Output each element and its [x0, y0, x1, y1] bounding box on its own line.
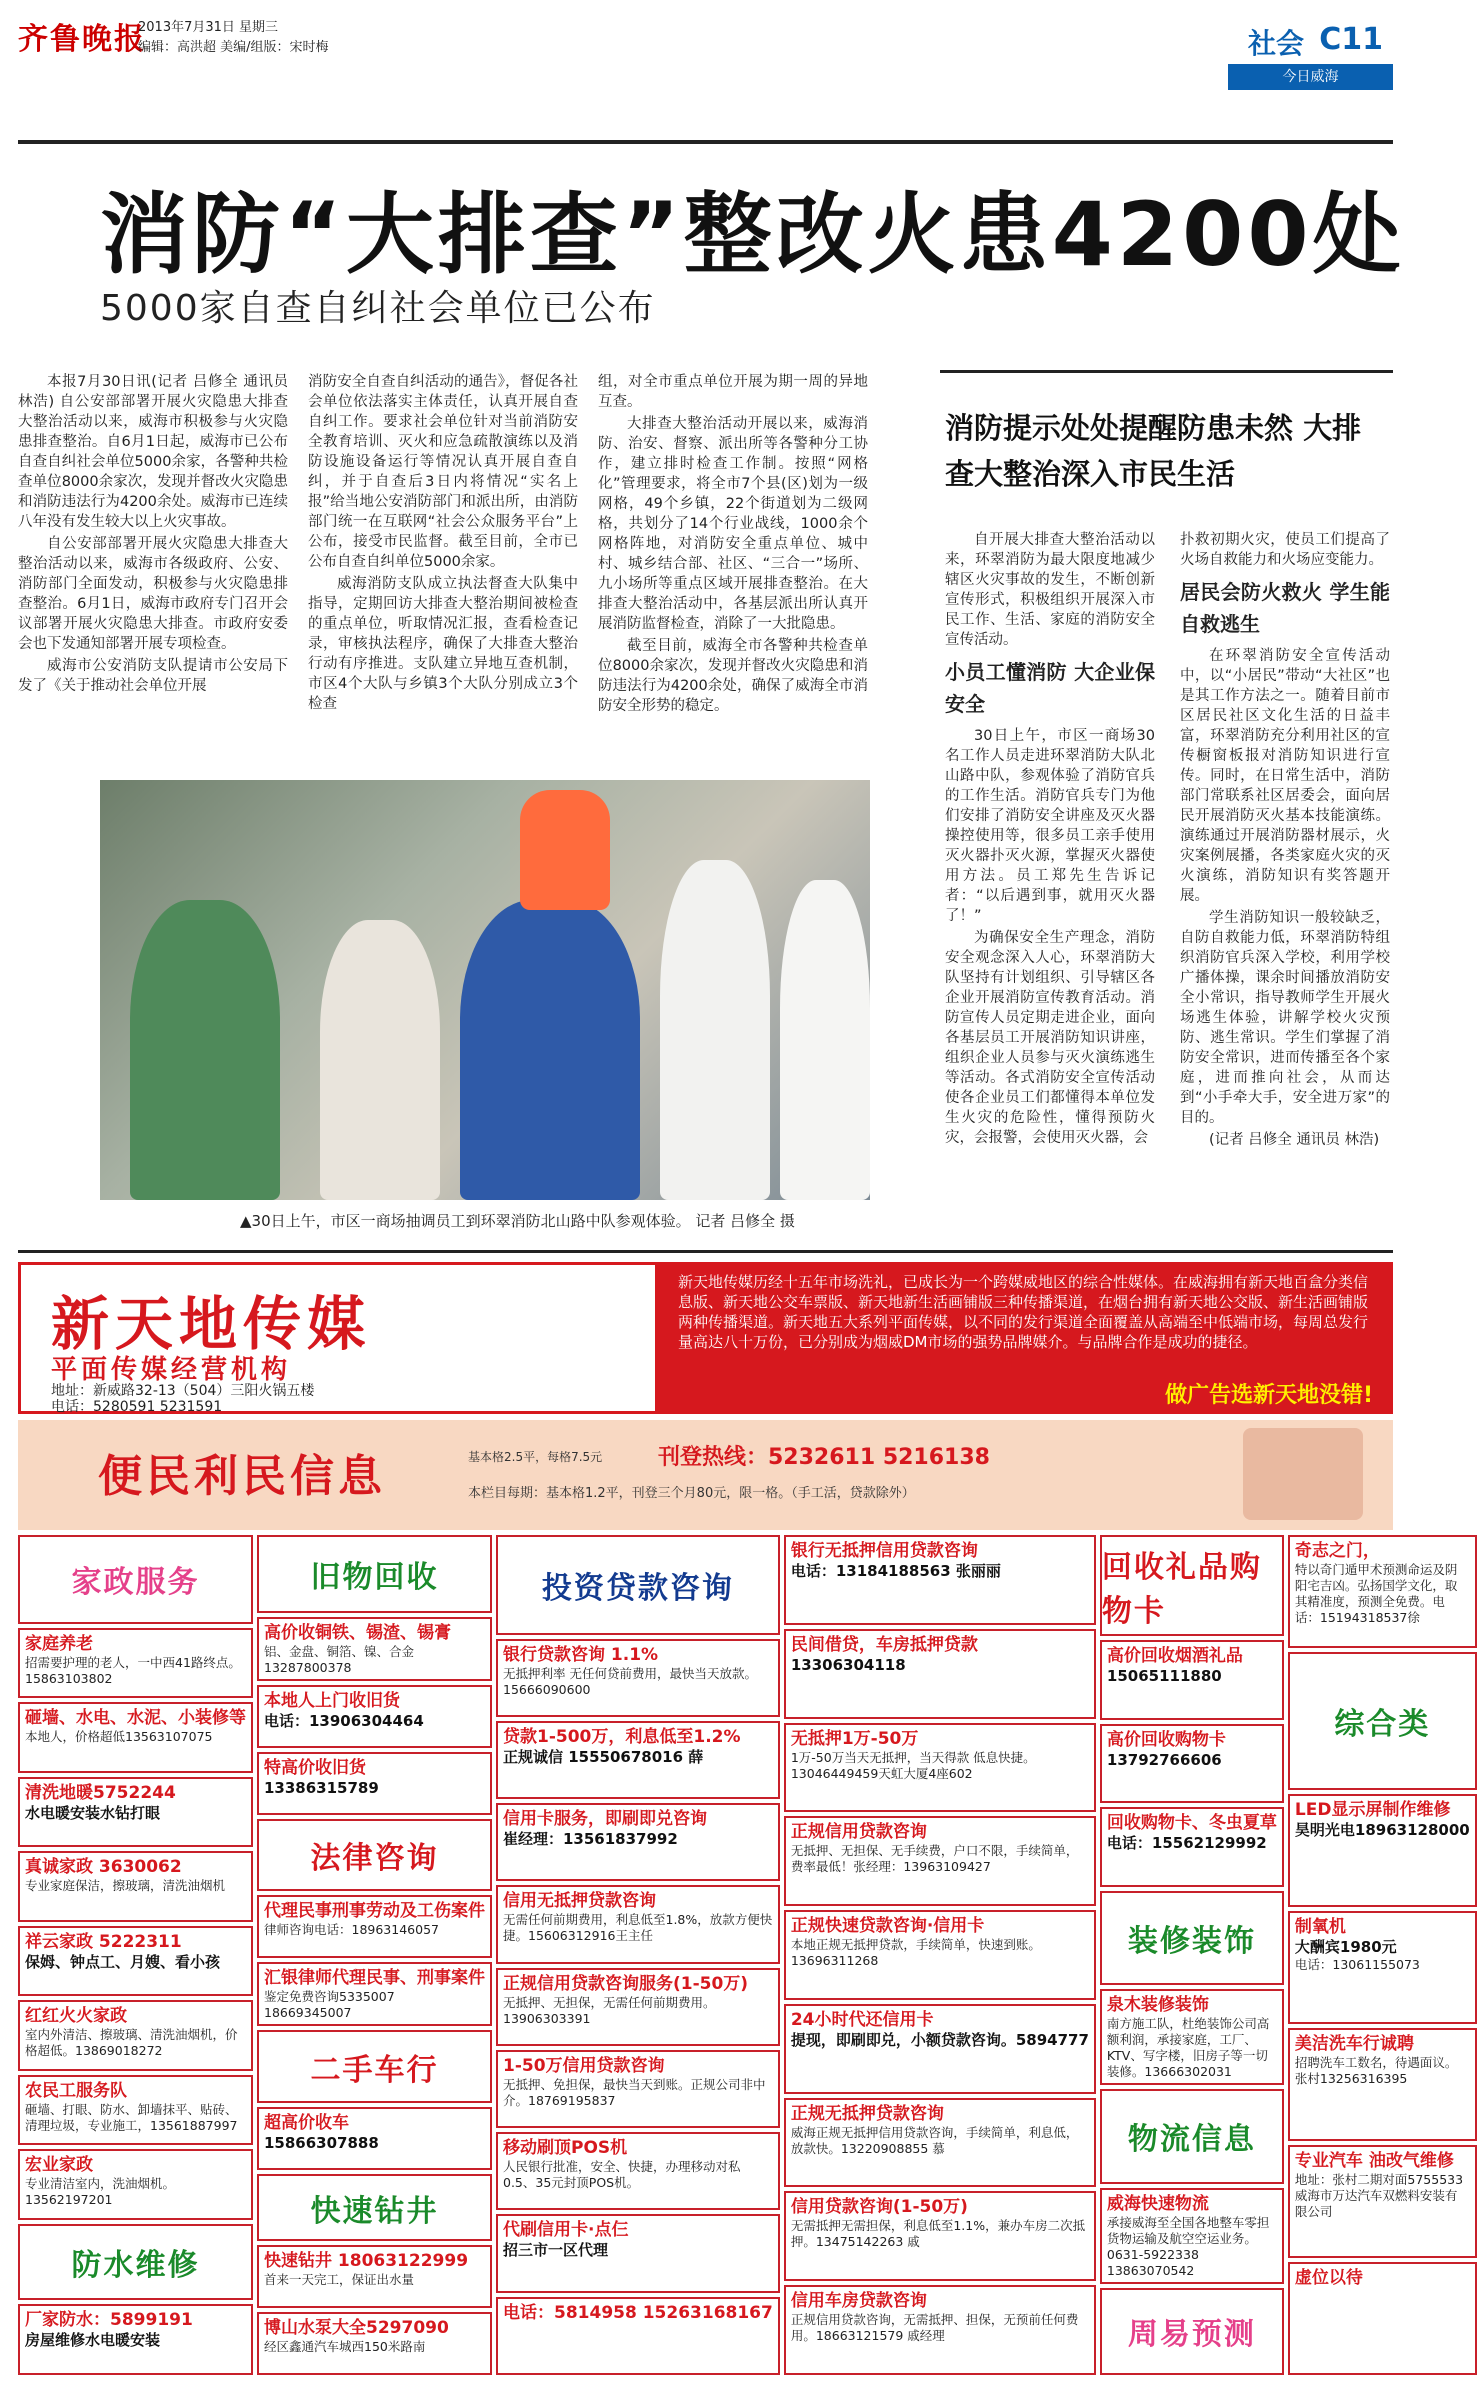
- ad-phone: 正规诚信 15550678016 薛: [503, 1747, 704, 1766]
- classified-ad: [257, 1617, 492, 1681]
- paragraph: 学生消防知识一般较缺乏，自防自救能力低，环翠消防特组织消防官兵深入学校，利用学校广播体操，课余时间播放消防安全小常识，指导教师学生开展火场逃生体验，讲解学校火灾预防、逃生常识。学生们掌握了消防安全常识，进而传播至各个家庭，进而推向社会，从而达到“小手牵大手，安全进万家”的目的。: [1180, 910, 1390, 1126]
- classified-ad: [784, 1816, 1096, 1906]
- ad-title: 贷款1-500万，利息低至1.2%: [503, 1726, 741, 1747]
- ad-body: 无抵押、无担保、无手续费，户口不限，手续简单，费率最低！张经理：13963109427: [790, 1843, 1079, 1875]
- ad-phone: 大酬宾1980元: [1294, 1937, 1397, 1956]
- classified-ad: [496, 1639, 780, 1717]
- ad-title: 高价收铜铁、锡渣、锡膏: [264, 1623, 451, 1643]
- ad-title: LED显示屏制作维修: [1294, 1799, 1451, 1820]
- editor-line: 编辑：高洪超 美编/组版：宋时梅: [138, 40, 329, 55]
- ad-body: 特以奇门遁甲术预测命运及阴阳宅吉凶。弘扬国学文化，取其精准度，预测全免费。电话：15194318537徐: [1294, 1562, 1458, 1625]
- paragraph: 在环翠消防安全宣传活动中，以“小居民”带动“大社区”也是其工作方法之一。随着目前市区居民社区文化生活的日益丰富，环翠消防充分利用社区的宣传橱窗板报对消防知识进行宣传。同时，在日常生活中，消防部门常联系社区居委会，面向居民开展消防灭火基本技能演练。演练通过开展消防器材展示，火灾案例展播，各类家庭火灾的灭火演练，消防知识有奖答题开展。: [1180, 648, 1390, 904]
- classified-ad: [257, 1895, 492, 1958]
- ad-body: 首来一天完工，保证出水量: [264, 2272, 415, 2288]
- ad-title: 信用卡服务，即刷即兑咨询: [503, 1809, 707, 1830]
- ad-phone: 13306304118: [790, 1655, 906, 1674]
- sidebar-column-1: [945, 530, 1155, 1150]
- classifieds-column: [257, 1535, 492, 2375]
- classifieds-header: [18, 1420, 1393, 1530]
- ad-phone: 13792766606: [1106, 1750, 1222, 1769]
- ad-body: 室内外清洁、擦玻璃、清洗油烟机，价格超低。13869018272: [25, 2027, 238, 2059]
- classified-ad: [496, 1885, 780, 1963]
- classified-ad: [784, 1910, 1096, 2000]
- paragraph: 组，对全市重点单位开展为期一周的异地互查。: [598, 374, 868, 410]
- ad-title: 正规快速贷款咨询·信用卡: [790, 1916, 985, 1937]
- ad-title: 制氧机: [1294, 1916, 1346, 1937]
- classified-ad: [784, 2191, 1096, 2281]
- classifieds-category: 周易预测: [1100, 2288, 1284, 2375]
- classifieds-category: 快速钻井: [257, 2174, 492, 2241]
- ad-body: 本地正规无抵押贷款，手续简单，快速到账。13696311268: [790, 1937, 1041, 1969]
- ad-title: 虚位以待: [1294, 2268, 1363, 2288]
- ad-body: 铝、金盘、铜箔、镍、合金13287800378: [264, 1644, 415, 1675]
- ad-title: 厂家防水：5899191: [25, 2310, 193, 2331]
- classified-ad: [1288, 2028, 1477, 2141]
- ad-phone: 15866307888: [264, 2134, 379, 2153]
- classified-ad: [784, 1535, 1096, 1625]
- banner-text: 新天地传媒历经十五年市场洗礼，已成长为一个跨媒威地区的综合性媒体。在威海拥有新天地百盒分类信息版、新天地公交车票版、新天地新生活画铺版三种传播渠道，在烟台拥有新天地公交版、新生活画铺版两种传播渠道。新天地五大系列平面传媒，以不同的发行渠道全面覆盖从高端至中低端市场，每周总发行量高达八十万份，已分别成为烟威DM市场的强势品牌媒介。与品牌合作是成功的捷径。: [678, 1273, 1369, 1351]
- classified-ad: [1288, 1911, 1477, 2024]
- smoke-hood: [520, 790, 610, 910]
- ad-title: 电话：5814958 15263168167: [503, 2302, 773, 2323]
- classifieds-column: [784, 1535, 1096, 2375]
- ad-body: 电话：13061155073: [1294, 1956, 1420, 1972]
- ad-phone: 保姆、钟点工、月嫂、看小孩: [25, 1952, 221, 1971]
- ad-body: 承接威海至全国各地整车零担货物运输及航空空运业务。0631-5922338 13863070542: [1106, 2214, 1270, 2278]
- ad-title: 移动刷顶POS机: [503, 2138, 628, 2159]
- photo-caption: ▲30日上午，市区一商场抽调员工到环翠消防北山路中队参观体验。 记者 吕修全 摄: [240, 1212, 795, 1230]
- ad-body: 本地人，价格超低13563107075: [25, 1729, 213, 1745]
- ad-body: 无抵押利率 无任何贷前费用，最快当天放款。15666090600: [503, 1665, 757, 1697]
- article-column-3: [598, 372, 868, 718]
- article-column-2: [308, 372, 578, 716]
- paragraph: 大排查大整治活动开展以来，威海消防、治安、督察、派出所等各警种分工协作，建立排时检查工作制。按照“网格化”管理要求，将全市7个县(区)划为一级网格，49个乡镇，22个街道划为二级网格，共划分了14个行业战线，1000余个网格阵地，对消防安全重点单位、城中村、城乡结合部、社区、“三合一”场所、九小场所等重点区域开展排查整治。在大排查大整治活动中，各基层派出所认真开展消防监督检查，消除了一大批隐患。: [598, 416, 868, 632]
- sidebar-subhead: 居民会防火救火 学生能自救逃生: [1180, 580, 1390, 636]
- sidebar-column-2: [1180, 530, 1390, 1152]
- ad-title: 本地人上门收旧货: [264, 1691, 400, 1711]
- ad-title: 代理民事刑事劳动及工伤案件: [264, 1901, 485, 1922]
- classified-ad: [18, 2075, 253, 2146]
- photo-figure: [660, 860, 770, 1200]
- paragraph: 自开展大排查大整治活动以来，环翠消防为最大限度地减少辖区火灾事故的发生，不断创新宣传形式，积极组织开展深入市民工作、生活、家庭的消防安全宣传活动。: [945, 532, 1155, 648]
- sidebar-rule: [940, 370, 1393, 373]
- photo-figure: [130, 900, 280, 1200]
- classifieds-price: 基本格2.5平，每格7.5元: [468, 1450, 603, 1464]
- ad-body: 招需要护理的老人，一中西41路终点。15863103802: [25, 1654, 241, 1686]
- ad-phone: 电话：13184188563 张丽丽: [790, 1562, 1001, 1580]
- classified-ad: [1100, 1640, 1284, 1720]
- classifieds-column: [1288, 1535, 1477, 2375]
- ad-title: 信用贷款咨询(1-50万): [790, 2197, 968, 2218]
- classified-ad: [784, 2098, 1096, 2188]
- ad-phone: 电话：15562129992: [1106, 1834, 1267, 1853]
- classifieds-column: [496, 1535, 780, 2375]
- classified-ad: [18, 2000, 253, 2071]
- ad-title: 信用无抵押贷款咨询: [503, 1891, 656, 1912]
- ad-body: 1万-50万当天无抵押，当天得款 低息快捷。13046449459天虹大厦4座602: [790, 1749, 1036, 1781]
- classified-ad: [496, 2050, 780, 2128]
- classifieds-title: 便民利民信息: [98, 1451, 386, 1502]
- classified-ad: [496, 1721, 780, 1799]
- ad-phone: 15065111880: [1106, 1667, 1222, 1686]
- ad-body: 无需任何前期费用，利息低至1.8%，放款方便快捷。15606312916王主任: [503, 1912, 773, 1944]
- media-banner-ad: [18, 1262, 1393, 1414]
- classifieds-column: [1100, 1535, 1284, 2375]
- classifieds-terms: 本栏目每期：基本格1.2平，刊登三个月80元，限一格。（手工活，贷款除外）: [468, 1486, 915, 1501]
- page-number: C11: [1319, 22, 1383, 57]
- classified-ad: [18, 2304, 253, 2375]
- ad-title: 美洁洗车行诚聘: [1294, 2033, 1414, 2054]
- ad-phone: 提现，即刷即兑，小额贷款咨询。5894777: [790, 2030, 1089, 2049]
- ad-body: 经区鑫通汽车城西150米路南: [264, 2339, 426, 2355]
- ad-title: 汇银律师代理民事、刑事案件: [264, 1968, 485, 1989]
- ad-title: 回收购物卡、冬虫夏草: [1106, 1813, 1277, 1834]
- ad-body: 无需抵押无需担保，利息低至1.1%，兼办车房二次抵押。13475142263 戚: [790, 2218, 1086, 2250]
- ad-title: 威海快速物流: [1106, 2193, 1209, 2214]
- ad-title: 信用车房贷款咨询: [790, 2291, 927, 2312]
- classified-ad: [1288, 2145, 1477, 2258]
- classified-ad: [18, 1926, 253, 1997]
- photo-figure: [320, 920, 440, 1200]
- ad-title: 超高价收车: [264, 2113, 349, 2134]
- paragraph: 30日上午，市区一商场30名工作人员走进环翠消防大队北山路中队，参观体验了消防官兵的工作生活。消防官兵专门为他们安排了消防安全讲座及灭火器操控使用等，很多员工亲手使用灭火器扑灭火源，掌握灭火器使用方法。员工郑先生告诉记者：“以后遇到事，就用灭火器了！”: [945, 728, 1155, 924]
- classifieds-category: 家政服务: [18, 1535, 253, 1624]
- ad-title: 银行无抵押信用贷款咨询: [790, 1541, 978, 1561]
- article-column-1: [18, 372, 288, 698]
- mid-rule: [18, 1250, 1393, 1253]
- ad-title: 24小时代还信用卡: [790, 2009, 934, 2030]
- brand-phone: 电话：5280591 5231591: [51, 1399, 223, 1415]
- ad-body: 招聘洗车工数名，待遇面议。张村13256316395: [1294, 2054, 1458, 2086]
- classified-ad: [257, 2245, 492, 2308]
- issue-meta: [138, 18, 329, 58]
- paragraph: 扑救初期火灾，使员工们提高了火场自救能力和火场应变能力。: [1180, 532, 1390, 568]
- classifieds-grid: [18, 1535, 1470, 2375]
- paragraph: 威海市公安消防支队提请市公安局下发了《关于推动社会单位开展: [18, 658, 288, 694]
- classifieds-category: 防水维修: [18, 2224, 253, 2301]
- classified-ad: [1288, 1794, 1477, 1907]
- ad-body: 南方施工队，杜绝装饰公司高额利润，承接家庭，工厂、KTV、写字楼，旧房子等一切装修。13666302031: [1106, 2016, 1270, 2080]
- section-sub: 今日威海: [1228, 64, 1393, 90]
- classified-ad: [1288, 1535, 1477, 1648]
- reader-illustration: [1243, 1428, 1363, 1520]
- classified-ad: [257, 2312, 492, 2375]
- ad-body: 律师咨询电话：18963146057: [264, 1922, 439, 1938]
- classified-ad: [496, 2297, 780, 2375]
- ad-phone: 水电暖安装水钻打眼: [25, 1803, 161, 1822]
- brand-contact: [51, 1383, 314, 1415]
- classifieds-category: 投资贷款咨询: [496, 1535, 780, 1635]
- classified-ad: [18, 1628, 253, 1699]
- ad-body: 鉴定免费咨询5335007 18669345007: [264, 1989, 395, 2021]
- classified-ad: [496, 2214, 780, 2292]
- ad-title: 宏业家政: [25, 2155, 93, 2176]
- banner-slogan: 做广告选新天地没错!: [1164, 1383, 1373, 1408]
- top-rule: [18, 140, 1393, 144]
- ad-title: 特高价收旧货: [264, 1757, 366, 1778]
- classified-ad: [784, 2285, 1096, 2375]
- ad-title: 正规无抵押贷款咨询: [790, 2103, 944, 2124]
- photo-figure: [460, 900, 640, 1200]
- classified-ad: [257, 1685, 492, 1748]
- ad-phone: 房屋维修水电暖安装: [25, 2331, 161, 2350]
- classified-ad: [1100, 1989, 1284, 2085]
- ad-body: 人民银行批准，安全、快捷，办理移动对私0.5、35元封顶POS机。: [503, 2159, 741, 2191]
- ad-title: 祥云家政 5222311: [25, 1931, 182, 1952]
- ad-title: 快速钻井 18063122999: [264, 2251, 469, 2272]
- classifieds-category: 物流信息: [1100, 2089, 1284, 2183]
- classified-ad: [1100, 1724, 1284, 1804]
- ad-body: 地址：张村二期对面5755533 威海市万达汽车双燃料安装有限公司: [1294, 2171, 1464, 2219]
- paper-name: 齐鲁晚报: [18, 22, 146, 57]
- ad-phone: 崔经理：13561837992: [503, 1830, 678, 1849]
- ad-body: 无抵押、免担保，最快当天到账。正规公司非中介。18769195837: [503, 2076, 766, 2108]
- ad-title: 专业汽车 油改气维修: [1294, 2150, 1454, 2171]
- brand-sub: 平面传媒经营机构: [51, 1355, 292, 1385]
- ad-title: 代刷信用卡·点仨: [503, 2220, 629, 2241]
- classifieds-hotline: 刊登热线：5232611 5216138: [658, 1445, 990, 1470]
- subheadline: 5000家自查自纠社会单位已公布: [100, 288, 656, 329]
- ad-phone: 招三市一区代理: [503, 2241, 609, 2260]
- ad-title: 民间借贷，车房抵押贷款: [790, 1634, 978, 1655]
- ad-phone: 电话：13906304464: [264, 1712, 424, 1730]
- ad-phone: 13386315789: [264, 1778, 379, 1797]
- classified-ad: [1100, 1807, 1284, 1887]
- brand-address: 地址：新威路32-13（504）三阳火锅五楼: [51, 1383, 315, 1399]
- headline: 消防“大排查”整改火患4200处: [100, 183, 1405, 286]
- classifieds-column: [18, 1535, 253, 2375]
- ad-phone: 昊明光电18963128000: [1294, 1820, 1470, 1839]
- paragraph: 截至目前，威海全市各警种共检查单位8000余家次，发现并督改火灾隐患和消防违法行为4200余处，确保了威海全市消防安全形势的稳定。: [598, 638, 868, 714]
- classifieds-category: 回收礼品购物卡: [1100, 1535, 1284, 1636]
- classifieds-category: 法律咨询: [257, 1819, 492, 1892]
- ad-body: 无抵押、无担保，无需任何前期费用。13906303391: [503, 1994, 716, 2026]
- ad-title: 正规信用贷款咨询服务(1-50万): [503, 1973, 749, 1994]
- paragraph: 消防安全自查自纠活动的通告》，督促各社会单位依法落实主体责任，认真开展自查自纠工作。要求社会单位针对当前消防安全教育培训、灭火和应急疏散演练以及消防设施设备运行等情况认真开展自查自纠，并于自查后3日内将情况“实名上报”给当地公安消防部门和派出所，由消防部门统一在互联网“社会公众服务平台”上公布，接受市民监督。截至目前，全市已公布自查自纠单位5000余家。: [308, 374, 578, 570]
- news-photo: [100, 780, 870, 1200]
- classified-ad: [257, 1962, 492, 2026]
- classified-ad: [18, 1777, 253, 1848]
- classified-ad: [784, 1723, 1096, 1813]
- paragraph: 自公安部部署开展火灾隐患大排查大整治活动以来，威海市各级政府、公安、消防部门全面发动，积极参与火灾隐患排查整治。6月1日，威海市政府专门召开会议部署开展火灾隐患大排查。市政府安委会也下发通知部署开展专项检查。: [18, 536, 288, 652]
- ad-title: 砸墙、水电、水泥、小装修等: [25, 1708, 246, 1729]
- paragraph: 本报7月30日讯(记者 吕修全 通讯员 林浩) 自公安部部署开展火灾隐患大排查大整治活动以来，威海市积极参与火灾隐患排查整治。自6月1日起，威海市已公布自查自纠社会单位5000余家，各警种共检查单位8000余家次，发现并督改火灾隐患和消防违法行为4200余处。威海市已连续八年没有发生较大以上火灾事故。: [18, 374, 288, 530]
- ad-title: 高价回收购物卡: [1106, 1729, 1226, 1750]
- ad-body: 正规信用贷款咨询，无需抵押、担保，无预前任何费用。18663121579 戚经理: [790, 2312, 1079, 2344]
- sidebar-title: 消防提示处处提醒防患未然 大排查大整治深入市民生活: [945, 411, 1362, 491]
- ad-title: 农民工服务队: [25, 2080, 127, 2101]
- classified-ad: [18, 1702, 253, 1773]
- date-line: 2013年7月31日 星期三: [138, 20, 279, 35]
- ad-title: 清洗地暖5752244: [25, 1782, 176, 1803]
- paragraph: 为确保安全生产理念，消防安全观念深入人心，环翠消防大队坚持有计划组织、引导辖区各企业开展消防宣传教育活动。消防宣传人员定期走进企业，面向各基层员工开展消防知识讲座，组织企业人员参与灭火演练逃生等活动。各式消防安全宣传活动使各企业员工们都懂得本单位发生火灾的危险性，懂得预防火灾，会报警，会使用灭火器，会: [945, 930, 1155, 1146]
- ad-title: 真诚家政 3630062: [25, 1857, 182, 1878]
- ad-title: 正规信用贷款咨询: [790, 1822, 927, 1843]
- ad-title: 红红火火家政: [25, 2006, 127, 2027]
- classified-ad: [257, 1752, 492, 1815]
- classifieds-category: 装修装饰: [1100, 1891, 1284, 1985]
- ad-title: 无抵押1万-50万: [790, 1728, 919, 1749]
- section-name: 社会: [1248, 27, 1305, 60]
- classified-ad: [496, 1968, 780, 2046]
- classified-ad: [18, 2149, 253, 2220]
- ad-body: 威海正规无抵押信用贷款咨询，手续简单，利息低，放款快。13220908855 慕: [790, 2124, 1079, 2156]
- ad-title: 奇志之门，: [1294, 1541, 1380, 1561]
- classified-ad: [257, 2107, 492, 2170]
- byline: (记者 吕修全 通讯员 林浩): [1209, 1132, 1380, 1148]
- classified-ad: [1288, 2262, 1477, 2375]
- sidebar-subhead: 小员工懂消防 大企业保安全: [945, 660, 1155, 716]
- ad-title: 银行贷款咨询 1.1%: [503, 1644, 659, 1665]
- classified-ad: [496, 2132, 780, 2210]
- ad-body: 专业清洁室内，洗油烟机。13562197201: [25, 2176, 176, 2208]
- masthead: [18, 8, 1393, 108]
- ad-body: 专业家庭保洁，擦玻璃，清洗油烟机: [25, 1878, 226, 1894]
- classifieds-category: 二手车行: [257, 2030, 492, 2103]
- brand-name: 新天地传媒: [51, 1290, 372, 1358]
- classifieds-category: 综合类: [1288, 1652, 1477, 1790]
- ad-body: 砸墙、打眼、防水、卸墙抹平、贴砖、清理垃圾，专业施工，13561887997: [25, 2101, 238, 2133]
- ad-title: 博山水泵大全5297090: [264, 2318, 449, 2339]
- classified-ad: [496, 1803, 780, 1881]
- ad-title: 家庭养老: [25, 1633, 93, 1654]
- classified-ad: [18, 1851, 253, 1922]
- ad-title: 高价回收烟酒礼品: [1106, 1646, 1243, 1667]
- classifieds-category: 旧物回收: [257, 1535, 492, 1613]
- banner-brand-box: [18, 1262, 658, 1414]
- classified-ad: [1100, 2188, 1284, 2284]
- paragraph: 威海消防支队成立执法督查大队集中指导，定期回访大排查大整治期间被检查的重点单位，听取情况汇报，查看检查记录，审核执法程序，确保了大排查大整治行动有序推进。支队建立异地互查机制，市区4个大队与乡镇3个大队分别成立3个检查: [308, 576, 578, 712]
- photo-figure: [780, 880, 870, 1200]
- classified-ad: [784, 1629, 1096, 1719]
- ad-title: 泉木装修装饰: [1106, 1995, 1209, 2016]
- ad-title: 1-50万信用贷款咨询: [503, 2055, 665, 2076]
- classified-ad: [784, 2004, 1096, 2094]
